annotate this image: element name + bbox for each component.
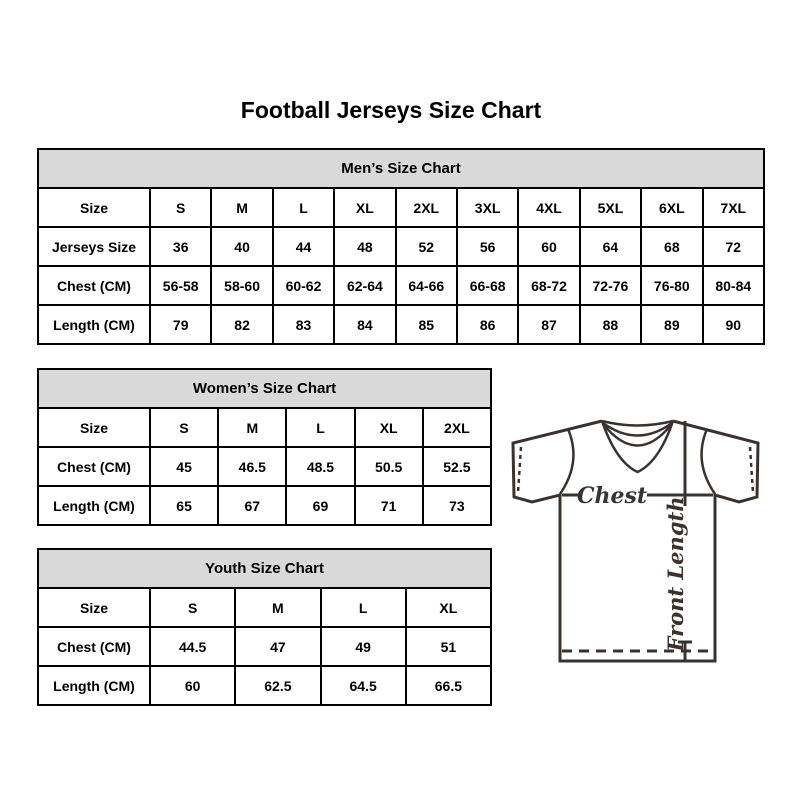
table-cell: 83 [273, 305, 334, 344]
right-cuff-stitch [750, 447, 753, 493]
table-cell: 60-62 [273, 266, 334, 305]
table-title-row [38, 549, 491, 588]
table-cell: 52.5 [423, 447, 491, 486]
table-cell: 87 [518, 305, 579, 344]
table-cell: 69 [286, 486, 354, 525]
chest-label: Chest [576, 483, 648, 509]
table-cell: L [286, 408, 354, 447]
table-cell: 46.5 [218, 447, 286, 486]
row-label: Size [38, 408, 150, 447]
table-cell: 66-68 [457, 266, 518, 305]
table-cell: 2XL [423, 408, 491, 447]
table-row [38, 447, 491, 486]
table-cell: 4XL [518, 188, 579, 227]
table-cell: 48 [334, 227, 395, 266]
table-cell: M [235, 588, 320, 627]
table-cell: 64 [580, 227, 641, 266]
table-cell: 50.5 [355, 447, 423, 486]
row-label: Size [38, 588, 150, 627]
table-row [38, 227, 764, 266]
table-cell: 5XL [580, 188, 641, 227]
table-cell: 47 [235, 627, 320, 666]
table-cell: XL [355, 408, 423, 447]
table-row [38, 666, 491, 705]
mens-size-table [37, 148, 765, 345]
table-cell: 65 [150, 486, 218, 525]
row-label: Length (CM) [38, 305, 150, 344]
table-cell: 86 [457, 305, 518, 344]
table-cell: 84 [334, 305, 395, 344]
table-cell: M [211, 188, 272, 227]
table-cell: 44.5 [150, 627, 235, 666]
row-label: Size [38, 188, 150, 227]
table-cell: 2XL [396, 188, 457, 227]
row-label: Length (CM) [38, 486, 150, 525]
table-cell: 48.5 [286, 447, 354, 486]
jersey-outline [513, 421, 758, 661]
table-cell: 56-58 [150, 266, 211, 305]
table-cell: 3XL [457, 188, 518, 227]
table-row [38, 588, 491, 627]
row-label: Jerseys Size [38, 227, 150, 266]
table-cell: S [150, 588, 235, 627]
row-label: Chest (CM) [38, 266, 150, 305]
table-title-row [38, 149, 764, 188]
left-armhole-seam [560, 429, 573, 494]
table-row [38, 627, 491, 666]
mens-table-title: Men’s Size Chart [38, 149, 764, 188]
table-row [38, 266, 764, 305]
table-cell: 64.5 [321, 666, 406, 705]
table-cell: 7XL [703, 188, 764, 227]
table-cell: M [218, 408, 286, 447]
table-cell: L [273, 188, 334, 227]
table-cell: S [150, 188, 211, 227]
table-row [38, 408, 491, 447]
page-title: Football Jerseys Size Chart [240, 97, 542, 123]
table-cell: 52 [396, 227, 457, 266]
table-cell: 36 [150, 227, 211, 266]
front-length-label: Front Length [663, 496, 688, 652]
table-cell: XL [334, 188, 395, 227]
table-row [38, 486, 491, 525]
womens-table-title: Women’s Size Chart [38, 369, 491, 408]
table-cell: XL [406, 588, 491, 627]
table-title-row [38, 369, 491, 408]
table-cell: 62.5 [235, 666, 320, 705]
right-armhole-seam [702, 429, 715, 494]
table-cell: 90 [703, 305, 764, 344]
table-cell: S [150, 408, 218, 447]
table-cell: 68-72 [518, 266, 579, 305]
table-cell: 44 [273, 227, 334, 266]
table-cell: 71 [355, 486, 423, 525]
collar-top-line [602, 421, 673, 426]
table-cell: 72 [703, 227, 764, 266]
table-cell: 58-60 [211, 266, 272, 305]
row-label: Length (CM) [38, 666, 150, 705]
youth-table-title: Youth Size Chart [38, 549, 491, 588]
table-cell: 45 [150, 447, 218, 486]
table-cell: 67 [218, 486, 286, 525]
table-cell: 79 [150, 305, 211, 344]
row-label: Chest (CM) [38, 447, 150, 486]
table-cell: 72-76 [580, 266, 641, 305]
table-cell: 49 [321, 627, 406, 666]
table-cell: 64-66 [396, 266, 457, 305]
table-cell: 62-64 [334, 266, 395, 305]
table-row [38, 188, 764, 227]
table-row [38, 305, 764, 344]
table-cell: 60 [150, 666, 235, 705]
table-cell: 82 [211, 305, 272, 344]
table-cell: 60 [518, 227, 579, 266]
table-cell: 6XL [641, 188, 702, 227]
table-cell: 76-80 [641, 266, 702, 305]
table-cell: 68 [641, 227, 702, 266]
youth-size-table [37, 548, 492, 706]
jersey-diagram [506, 414, 766, 668]
table-cell: 40 [211, 227, 272, 266]
table-cell: 66.5 [406, 666, 491, 705]
table-cell: 88 [580, 305, 641, 344]
table-cell: 73 [423, 486, 491, 525]
table-cell: 56 [457, 227, 518, 266]
row-label: Chest (CM) [38, 627, 150, 666]
table-cell: L [321, 588, 406, 627]
table-cell: 89 [641, 305, 702, 344]
table-cell: 51 [406, 627, 491, 666]
left-cuff-stitch [518, 447, 521, 493]
womens-size-table [37, 368, 492, 526]
table-cell: 80-84 [703, 266, 764, 305]
table-cell: 85 [396, 305, 457, 344]
